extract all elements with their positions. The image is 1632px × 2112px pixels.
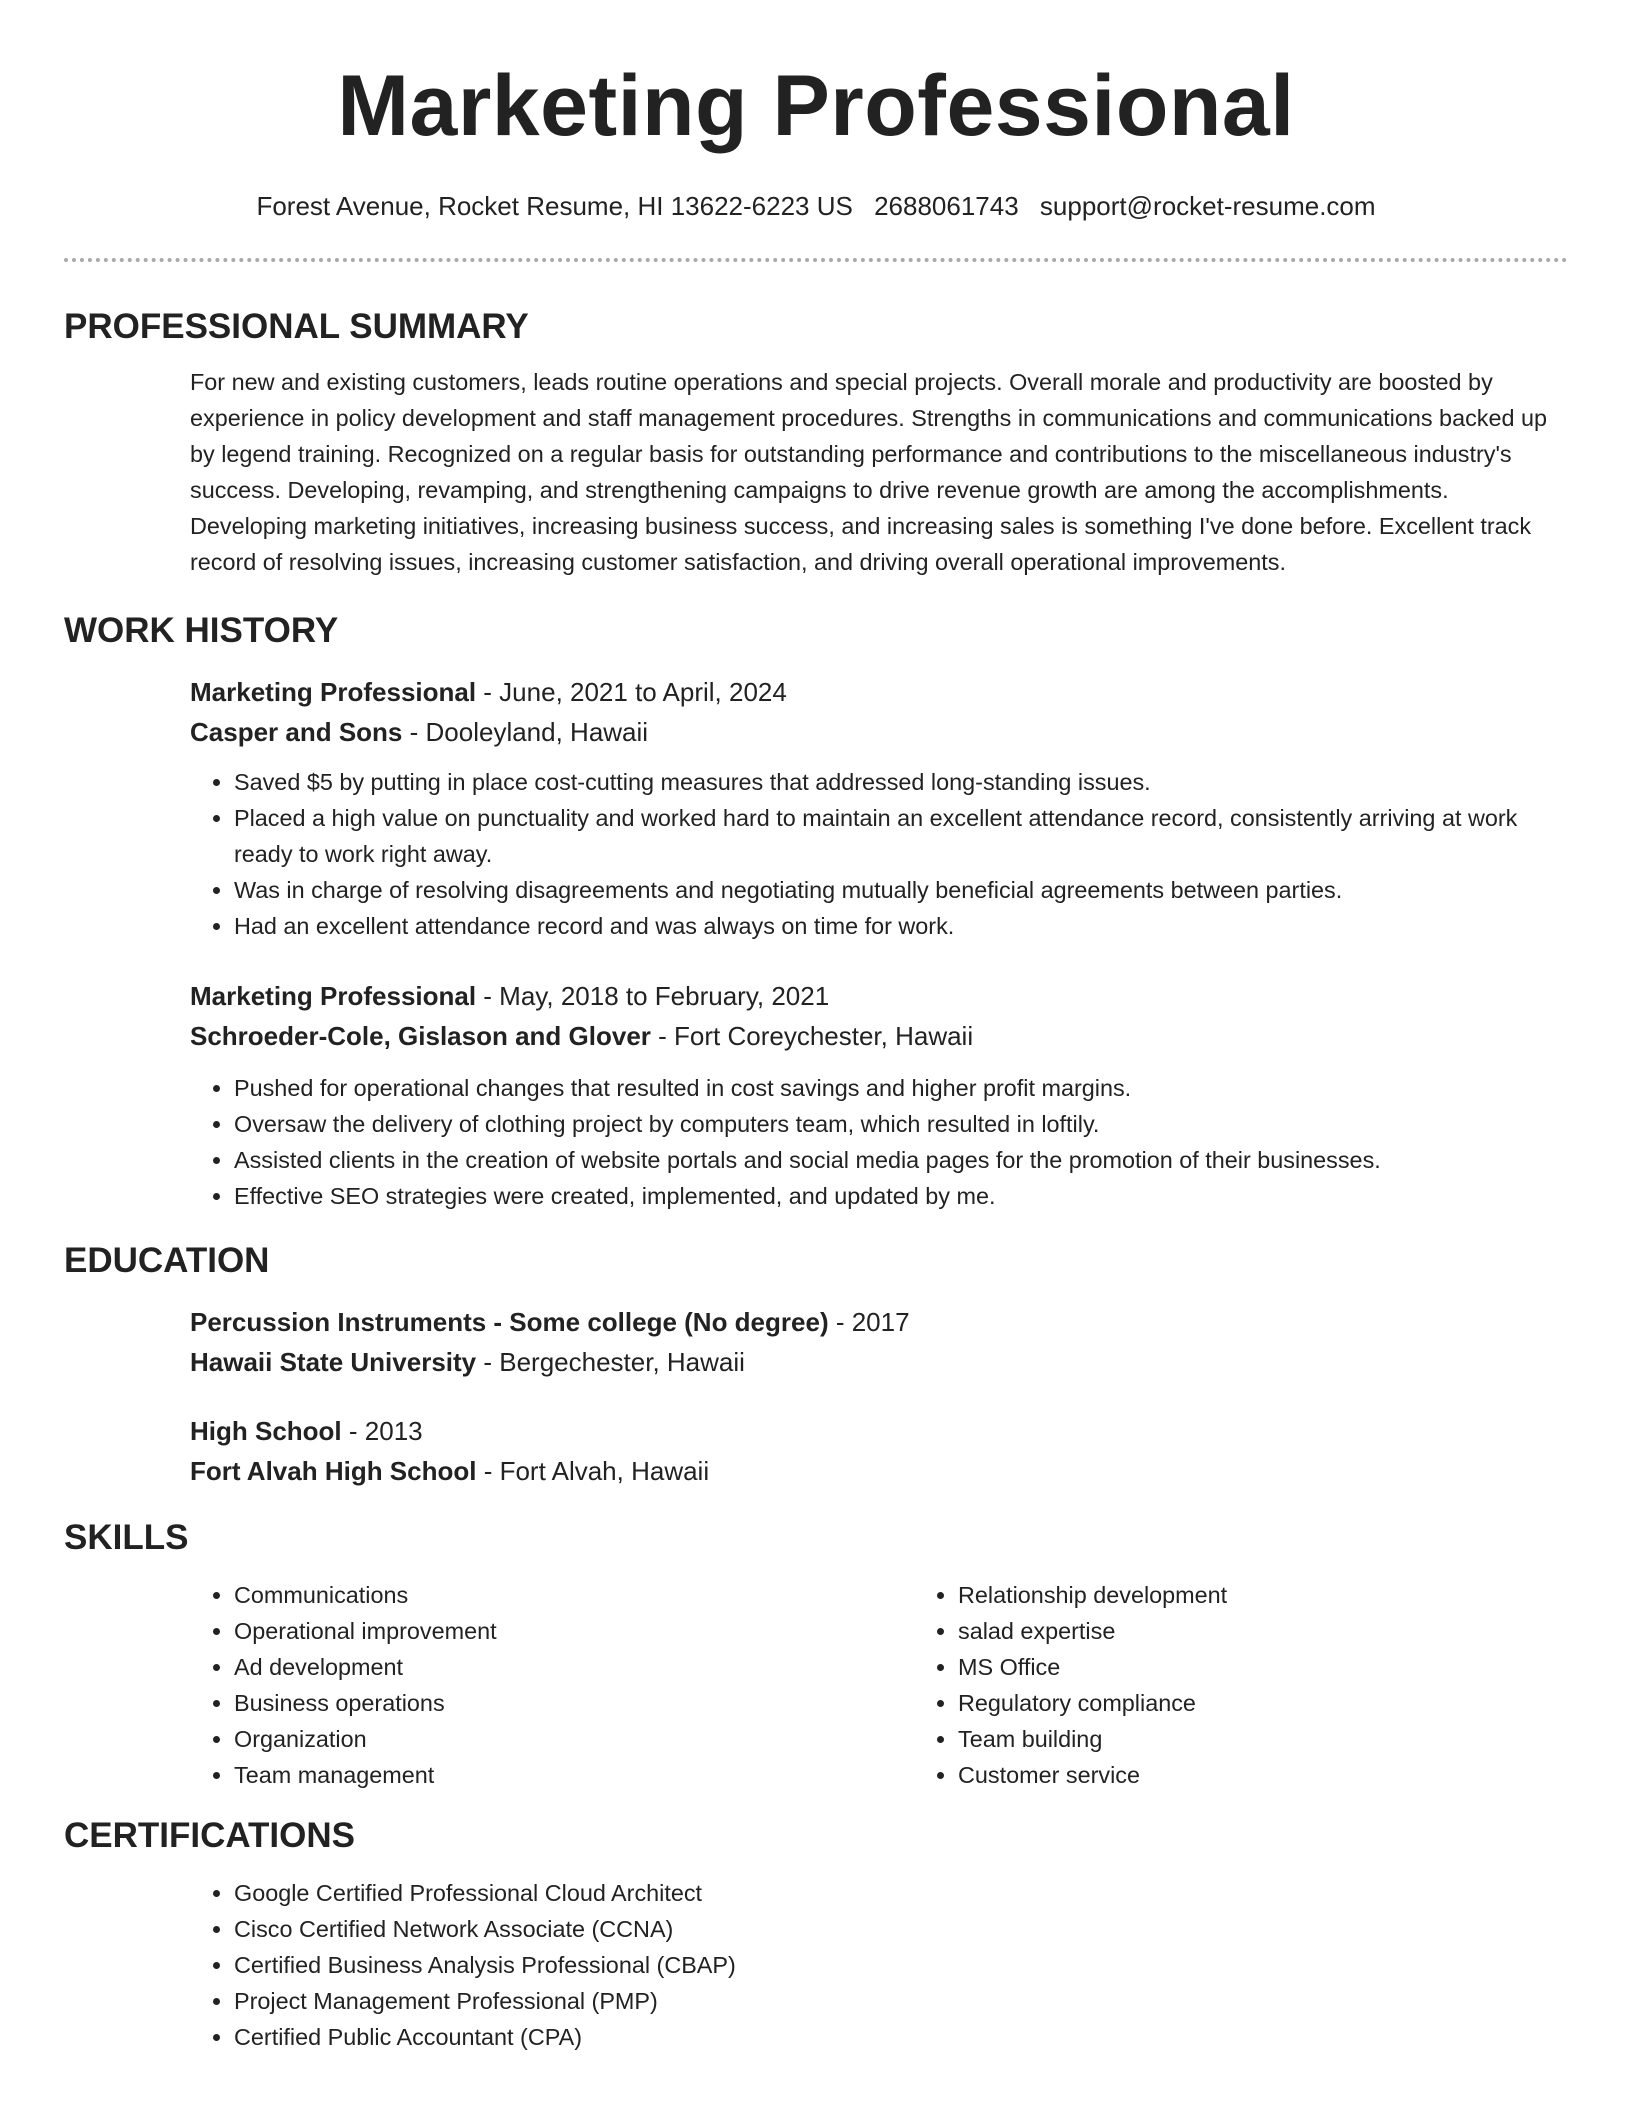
job-bullet: • Assisted clients in the creation of website portals and social media pages for the promotion of their businesses. [234, 1142, 1568, 1178]
contact-address: Forest Avenue, Rocket Resume, HI 13622-6223 US [256, 191, 853, 221]
education-school-line [190, 1342, 1568, 1382]
section-title-education: EDUCATION [64, 1241, 270, 1280]
job-entry [190, 672, 1568, 944]
education-entry [190, 1411, 1568, 1491]
education-degree: High School [190, 1416, 342, 1446]
work-history-section [190, 672, 1568, 1214]
contact-phone: 2688061743 [874, 191, 1019, 221]
education-section [190, 1302, 1568, 1491]
skill-item: • Relationship development [958, 1577, 1632, 1613]
job-role: Marketing Professional [190, 677, 477, 707]
job-bullets [190, 764, 1568, 944]
job-title-line [190, 976, 1568, 1016]
education-location: - Fort Alvah, Hawaii [476, 1456, 710, 1486]
skill-item: • Ad development [234, 1649, 914, 1685]
certifications-section [190, 1875, 1568, 2055]
education-school-line [190, 1451, 1568, 1491]
job-dates: - May, 2018 to February, 2021 [476, 981, 830, 1011]
education-location: - Bergechester, Hawaii [476, 1347, 745, 1377]
job-company: Schroeder-Cole, Gislason and Glover [190, 1021, 651, 1051]
job-entry [190, 976, 1568, 1214]
certifications-list [190, 1875, 1568, 2055]
education-year: - 2017 [828, 1307, 910, 1337]
skills-section [190, 1577, 1568, 1793]
job-title-line [190, 672, 1568, 712]
job-dates: - June, 2021 to April, 2024 [476, 677, 787, 707]
job-role: Marketing Professional [190, 981, 477, 1011]
skill-item: • Operational improvement [234, 1613, 914, 1649]
job-bullet: • Pushed for operational changes that resulted in cost savings and higher profit margins. [234, 1070, 1568, 1106]
job-bullet: • Had an excellent attendance record and was always on time for work. [234, 908, 1568, 944]
education-degree: Percussion Instruments - Some college (No degree) [190, 1307, 829, 1337]
section-title-work-history: WORK HISTORY [64, 611, 339, 650]
job-company-line [190, 1016, 1568, 1056]
contact-line [64, 190, 1568, 222]
certification-item: • Google Certified Professional Cloud Architect [234, 1875, 1568, 1911]
job-bullets [190, 1070, 1568, 1214]
job-company: Casper and Sons [190, 717, 403, 747]
job-bullet: • Effective SEO strategies were created, implemented, and updated by me. [234, 1178, 1568, 1214]
job-bullet: • Placed a high value on punctuality and worked hard to maintain an excellent attendance record, consistently arriving at work ready to work right away. [234, 800, 1568, 872]
header-divider [64, 258, 1568, 262]
section-title-certifications: CERTIFICATIONS [64, 1816, 356, 1855]
certification-item: • Project Management Professional (PMP) [234, 1983, 1568, 2019]
section-title-summary: PROFESSIONAL SUMMARY [64, 307, 529, 346]
job-bullet: • Saved $5 by putting in place cost-cutting measures that addressed long-standing issues. [234, 764, 1568, 800]
education-year: - 2013 [341, 1416, 423, 1446]
skill-item: • Regulatory compliance [958, 1685, 1632, 1721]
education-entry [190, 1302, 1568, 1382]
skills-list-right [914, 1577, 1632, 1793]
certification-item: • Certified Public Accountant (CPA) [234, 2019, 1568, 2055]
skill-item: • Communications [234, 1577, 914, 1613]
education-degree-line [190, 1302, 1568, 1342]
skill-item: • MS Office [958, 1649, 1632, 1685]
education-school: Fort Alvah High School [190, 1456, 477, 1486]
education-degree-line [190, 1411, 1568, 1451]
skill-item: • salad expertise [958, 1613, 1632, 1649]
job-company-line [190, 712, 1568, 752]
job-location: - Dooleyland, Hawaii [402, 717, 649, 747]
skill-item: • Business operations [234, 1685, 914, 1721]
education-school: Hawaii State University [190, 1347, 477, 1377]
section-title-skills: SKILLS [64, 1518, 189, 1557]
skills-list-left [190, 1577, 914, 1793]
candidate-name: Marketing Professional [337, 58, 1295, 154]
job-bullet: • Was in charge of resolving disagreements and negotiating mutually beneficial agreements between parties. [234, 872, 1568, 908]
skill-item: • Organization [234, 1721, 914, 1757]
skill-item: • Customer service [958, 1757, 1632, 1793]
certification-item: • Certified Business Analysis Professional (CBAP) [234, 1947, 1568, 1983]
contact-email[interactable]: support@rocket-resume.com [1039, 191, 1376, 221]
summary-text: For new and existing customers, leads routine operations and special projects. Overall morale and productivity are boosted by experience in policy development and staff management procedures. Strengths in communications and communications backed up by legend training. Recognized on a regular basis for outstanding performance and contributions to the miscellaneous industry's success. Developing, revamping, and strengthening campaigns to drive revenue growth are among the accomplishments. Developing marketing initiatives, increasing business success, and increasing sales is something I've done before. Excellent track record of resolving issues, increasing customer satisfaction, and driving overall operational improvements. [190, 369, 1547, 575]
certification-item: • Cisco Certified Network Associate (CCNA) [234, 1911, 1568, 1947]
job-location: - Fort Coreychester, Hawaii [650, 1021, 974, 1051]
job-bullet: • Oversaw the delivery of clothing project by computers team, which resulted in loftily. [234, 1106, 1568, 1142]
skill-item: • Team management [234, 1757, 914, 1793]
skill-item: • Team building [958, 1721, 1632, 1757]
summary-section [190, 364, 1568, 580]
